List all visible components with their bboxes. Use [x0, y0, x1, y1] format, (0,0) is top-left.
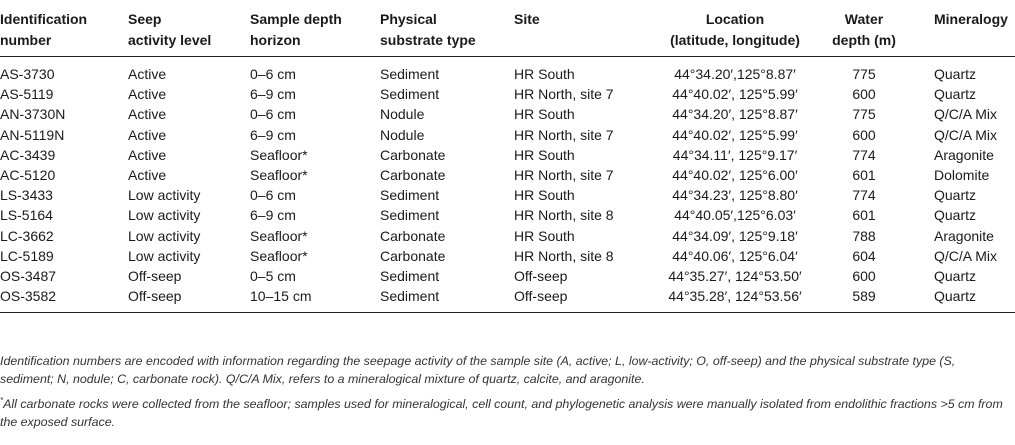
cell-sample-depth: 6–9 cm	[250, 126, 296, 143]
cell-identification-number: AN-3730N	[0, 106, 66, 123]
cell-substrate-type: Nodule	[380, 106, 425, 123]
table-row	[0, 205, 1015, 225]
table-header-row	[0, 0, 1015, 56]
cell-mineralogy: Q/C/A Mix	[934, 126, 998, 143]
cell-seep-activity-level: Low activity	[128, 227, 201, 244]
cell-identification-number: LS-5164	[0, 207, 53, 224]
cell-site: HR North, site 8	[514, 207, 614, 224]
cell-site: HR South	[514, 227, 575, 244]
table-row	[0, 266, 1015, 286]
table-row	[0, 226, 1015, 246]
cell-identification-number: LC-3662	[0, 227, 54, 244]
cell-sample-depth: 10–15 cm	[250, 288, 312, 305]
header-physical-substrate-type: Physical substrate type	[380, 11, 476, 48]
cell-location: 44°34.20′, 125°8.87′	[672, 106, 798, 123]
header-site: Site	[514, 11, 540, 27]
table-bottom-divider	[0, 312, 1015, 313]
cell-substrate-type: Sediment	[380, 86, 440, 103]
cell-location: 44°34.23′, 125°8.80′	[672, 187, 798, 204]
cell-site: HR North, site 7	[514, 166, 614, 183]
cell-water-depth: 601	[852, 207, 876, 224]
cell-identification-number: OS-3487	[0, 267, 57, 284]
cell-identification-number: LS-3433	[0, 187, 53, 204]
cell-identification-number: AS-5119	[0, 86, 54, 103]
cell-identification-number: AC-3439	[0, 146, 56, 163]
cell-water-depth: 604	[852, 247, 876, 264]
cell-mineralogy: Quartz	[934, 187, 977, 204]
footnote-carbonate	[0, 395, 1012, 431]
cell-site: HR North, site 7	[514, 86, 614, 103]
header-identification-number: Identification number	[0, 11, 88, 48]
cell-mineralogy: Quartz	[934, 288, 977, 305]
cell-site: HR South	[514, 146, 575, 163]
table-row	[0, 125, 1015, 145]
table-row	[0, 185, 1015, 205]
cell-location: 44°40.05′,125°6.03′	[674, 207, 796, 224]
cell-site: Off-seep	[514, 267, 568, 284]
table-row	[0, 246, 1015, 266]
cell-site: HR South	[514, 187, 575, 204]
table-row	[0, 286, 1015, 306]
cell-water-depth: 589	[852, 288, 876, 305]
cell-location: 44°35.28′, 124°53.56′	[668, 288, 802, 305]
cell-substrate-type: Carbonate	[380, 166, 446, 183]
footnote-encoding: Identification numbers are encoded with information regarding the seepage activity of the sample site (A, active; L, low-activity; O, off-seep) and the physical substrate type (S, sediment; N, nodule; C, carbonate rock). Q/C/A Mix, refers to a mineralogical mixture of quartz, calcite, and aragonite.	[0, 354, 956, 386]
cell-substrate-type: Sediment	[380, 187, 440, 204]
table-row	[0, 145, 1015, 165]
cell-sample-depth: 0–5 cm	[250, 267, 296, 284]
cell-water-depth: 774	[852, 146, 876, 163]
cell-water-depth: 601	[852, 166, 876, 183]
cell-seep-activity-level: Active	[128, 66, 167, 82]
cell-seep-activity-level: Low activity	[128, 207, 201, 224]
cell-site: HR North, site 7	[514, 126, 614, 143]
table-row	[0, 165, 1015, 185]
cell-water-depth: 774	[852, 187, 876, 204]
cell-mineralogy: Quartz	[934, 66, 977, 82]
cell-seep-activity-level: Active	[128, 106, 167, 123]
cell-identification-number: AC-5120	[0, 166, 56, 183]
table-body	[0, 57, 1015, 306]
cell-identification-number: AN-5119N	[0, 126, 65, 143]
cell-seep-activity-level: Active	[128, 166, 167, 183]
header-mineralogy: Mineralogy	[934, 11, 1008, 27]
cell-identification-number: AS-3730	[0, 66, 55, 82]
cell-seep-activity-level: Low activity	[128, 247, 201, 264]
cell-sample-depth: 0–6 cm	[250, 66, 296, 82]
cell-mineralogy: Quartz	[934, 86, 977, 103]
cell-location: 44°35.27′, 124°53.50′	[668, 267, 802, 284]
cell-site: HR South	[514, 66, 575, 82]
cell-location: 44°34.09′, 125°9.18′	[672, 227, 798, 244]
cell-site: HR South	[514, 106, 575, 123]
table-row	[0, 104, 1015, 124]
cell-seep-activity-level: Active	[128, 126, 167, 143]
cell-water-depth: 775	[852, 66, 876, 82]
cell-mineralogy: Dolomite	[934, 166, 990, 183]
cell-substrate-type: Sediment	[380, 288, 440, 305]
cell-location: 44°40.02′, 125°5.99′	[672, 86, 798, 103]
cell-seep-activity-level: Active	[128, 86, 167, 103]
cell-location: 44°34.11′, 125°9.17′	[672, 146, 798, 163]
cell-sample-depth: Seafloor*	[250, 146, 308, 163]
cell-substrate-type: Sediment	[380, 207, 440, 224]
cell-substrate-type: Nodule	[380, 126, 425, 143]
cell-sample-depth: 6–9 cm	[250, 86, 296, 103]
header-sample-depth-horizon: Sample depth horizon	[250, 11, 342, 48]
cell-location: 44°40.06′, 125°6.04′	[672, 247, 798, 264]
cell-sample-depth: Seafloor*	[250, 166, 308, 183]
cell-sample-depth: Seafloor*	[250, 247, 308, 264]
cell-seep-activity-level: Active	[128, 146, 167, 163]
cell-mineralogy: Q/C/A Mix	[934, 106, 998, 123]
cell-substrate-type: Carbonate	[380, 227, 446, 244]
cell-sample-depth: 0–6 cm	[250, 187, 296, 204]
cell-mineralogy: Quartz	[934, 207, 977, 224]
cell-sample-depth: 6–9 cm	[250, 207, 296, 224]
footnote-marker: *	[0, 395, 4, 405]
cell-site: HR North, site 8	[514, 247, 614, 264]
header-location: Location (latitude, longitude)	[670, 11, 800, 48]
cell-sample-depth: Seafloor*	[250, 227, 308, 244]
cell-mineralogy: Aragonite	[934, 146, 994, 163]
cell-water-depth: 788	[852, 227, 876, 244]
cell-identification-number: OS-3582	[0, 288, 57, 305]
cell-sample-depth: 0–6 cm	[250, 106, 296, 123]
cell-mineralogy: Quartz	[934, 267, 977, 284]
cell-location: 44°40.02′, 125°6.00′	[672, 166, 798, 183]
cell-water-depth: 600	[852, 267, 876, 284]
cell-location: 44°34.20′,125°8.87′	[674, 66, 796, 82]
cell-water-depth: 600	[852, 86, 876, 103]
cell-water-depth: 600	[852, 126, 876, 143]
cell-seep-activity-level: Low activity	[128, 187, 201, 204]
cell-substrate-type: Sediment	[380, 267, 440, 284]
header-seep-activity-level: Seep activity level	[128, 11, 212, 48]
cell-substrate-type: Sediment	[380, 66, 440, 82]
cell-substrate-type: Carbonate	[380, 146, 446, 163]
cell-substrate-type: Carbonate	[380, 247, 446, 264]
table-row	[0, 84, 1015, 104]
table-footnotes	[0, 352, 1012, 438]
footnote-carbonate-text: All carbonate rocks were collected from the seafloor; samples used for mineralogical, cell count, and phylogenetic analysis were manually isolated from endolithic fractions >5 cm from the exposed surface.	[0, 397, 1003, 429]
cell-identification-number: LC-5189	[0, 247, 54, 264]
cell-seep-activity-level: Off-seep	[128, 288, 182, 305]
table-row	[0, 64, 1015, 84]
cell-mineralogy: Aragonite	[934, 227, 994, 244]
cell-mineralogy: Q/C/A Mix	[934, 247, 998, 264]
cell-site: Off-seep	[514, 288, 568, 305]
cell-seep-activity-level: Off-seep	[128, 267, 182, 284]
header-water-depth: Water depth (m)	[832, 11, 896, 48]
cell-location: 44°40.02′, 125°5.99′	[672, 126, 798, 143]
cell-water-depth: 775	[852, 106, 876, 123]
